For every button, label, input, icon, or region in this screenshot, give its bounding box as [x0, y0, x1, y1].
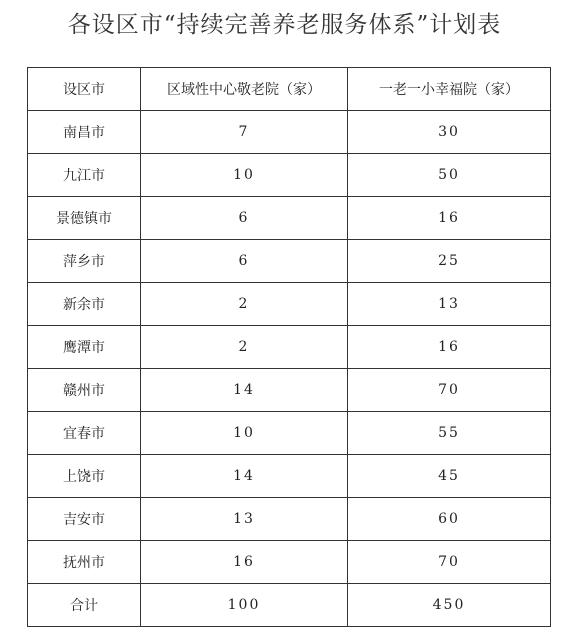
table-row: [28, 283, 551, 326]
regional-count-cell: 6: [141, 197, 348, 240]
happiness-count-cell: 30: [348, 111, 551, 154]
regional-count-cell: 13: [141, 498, 348, 541]
regional-count-cell: 2: [141, 326, 348, 369]
regional-count-cell: 16: [141, 541, 348, 584]
happiness-count-cell: 25: [348, 240, 551, 283]
happiness-count-cell: 13: [348, 283, 551, 326]
happiness-count-cell: 16: [348, 197, 551, 240]
plan-table: [27, 67, 551, 627]
table-row: [28, 498, 551, 541]
happiness-count-cell: 70: [348, 541, 551, 584]
table-row: [28, 412, 551, 455]
city-cell: 抚州市: [28, 541, 141, 584]
header-city: 设区市: [28, 68, 141, 111]
city-cell: 宜春市: [28, 412, 141, 455]
happiness-count-cell: 50: [348, 154, 551, 197]
city-cell: 鹰潭市: [28, 326, 141, 369]
happiness-count-cell: 60: [348, 498, 551, 541]
happiness-count-cell: 16: [348, 326, 551, 369]
happiness-count-cell: 45: [348, 455, 551, 498]
city-cell: 新余市: [28, 283, 141, 326]
regional-count-cell: 14: [141, 369, 348, 412]
table-row: [28, 154, 551, 197]
table-header-row: [28, 68, 551, 111]
city-cell: 九江市: [28, 154, 141, 197]
city-cell: 萍乡市: [28, 240, 141, 283]
city-cell: 赣州市: [28, 369, 141, 412]
table-row: [28, 326, 551, 369]
regional-count-cell: 2: [141, 283, 348, 326]
regional-count-cell: 6: [141, 240, 348, 283]
total-label-cell: 合计: [28, 584, 141, 627]
happiness-count-cell: 55: [348, 412, 551, 455]
table-row: [28, 240, 551, 283]
total-row: [28, 584, 551, 627]
table-row: [28, 369, 551, 412]
regional-count-cell: 14: [141, 455, 348, 498]
table-row: [28, 541, 551, 584]
city-cell: 南昌市: [28, 111, 141, 154]
city-cell: 景德镇市: [28, 197, 141, 240]
header-happiness-home: 一老一小幸福院（家）: [348, 68, 551, 111]
happiness-count-cell: 70: [348, 369, 551, 412]
page-title: 各设区市“持续完善养老服务体系”计划表: [67, 12, 502, 38]
city-cell: 吉安市: [28, 498, 141, 541]
header-regional-elderly-home: 区域性中心敬老院（家）: [141, 68, 348, 111]
total-regional-cell: 100: [141, 584, 348, 627]
regional-count-cell: 7: [141, 111, 348, 154]
regional-count-cell: 10: [141, 154, 348, 197]
table-row: [28, 455, 551, 498]
regional-count-cell: 10: [141, 412, 348, 455]
table-row: [28, 197, 551, 240]
table-row: [28, 111, 551, 154]
city-cell: 上饶市: [28, 455, 141, 498]
total-happiness-cell: 450: [348, 584, 551, 627]
